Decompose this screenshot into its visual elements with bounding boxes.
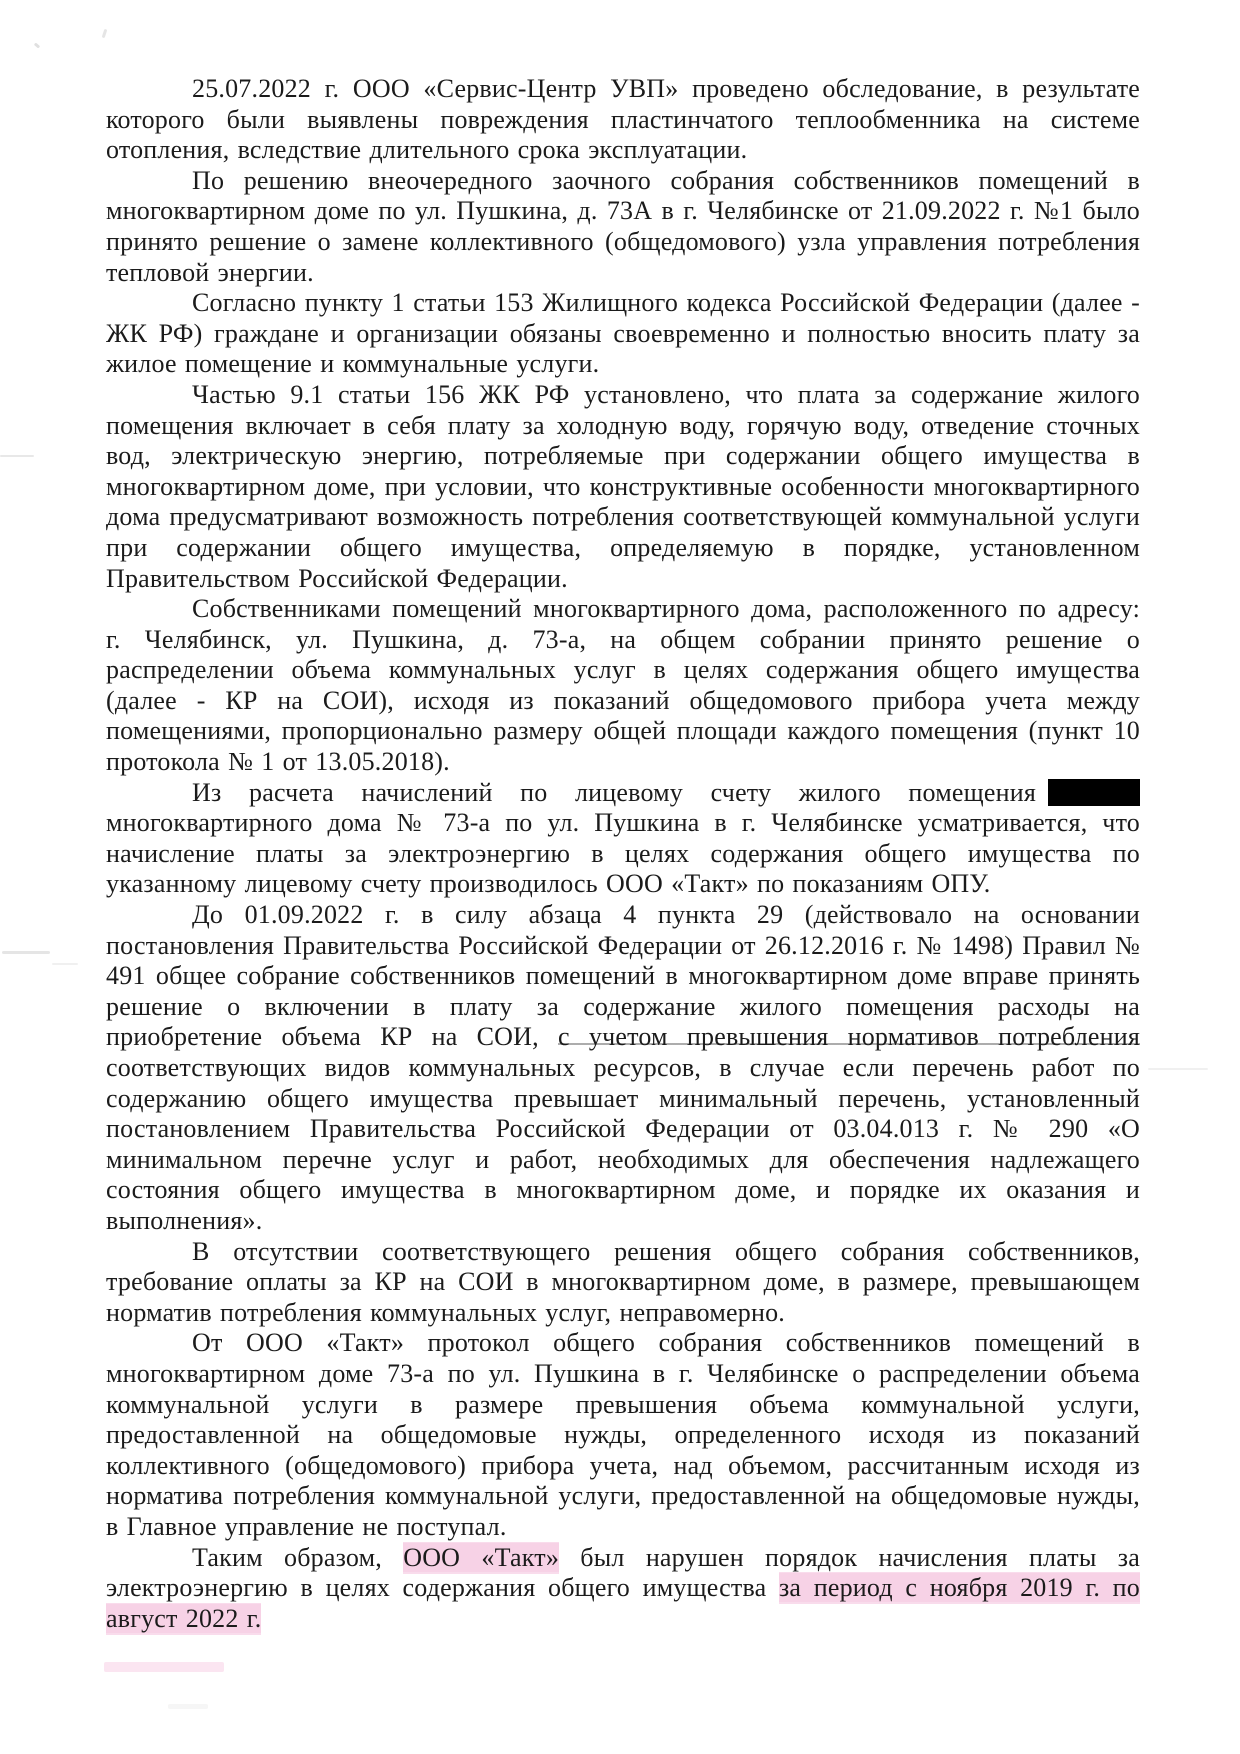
scan-smudge	[52, 963, 78, 965]
paragraph-inspection: 25.07.2022 г. ООО «Сервис-Центр УВП» проведено обследование, в результате которого были выявлены повреждения пластинчатого теплообменника на системе отопления, вследствие длительного срока эксплуатации.	[106, 74, 1140, 165]
paragraph-rules-491	[106, 900, 1140, 1237]
rules-text-end: соответствующих видов коммунальных ресурсов, в случае если перечень работ по содержанию общего имущества превышает минимальный перечень, установленный постановлением Правительства Российской Федерации от 03.04.013 г. № 290 «О минимальном перечне услуг и работ, необходимых для обеспечения надлежащего состояния общего имущества в многоквартирном доме, и порядке их оказания и выполнения».	[106, 1053, 1140, 1235]
conclusion-text: Таким образом,	[192, 1542, 404, 1572]
scan-smudge	[2, 951, 50, 954]
paragraph-meeting-decision: По решению внеочередного заочного собрания собственников помещений в многоквартирном доме по ул. Пушкина, д. 73А в г. Челябинске от 21.09.2022 г. №1 было принято решение о замене коллективного (общедомового) узла управления потребления тепловой энергии.	[106, 165, 1140, 287]
scan-speck	[34, 42, 41, 48]
paragraph-article-153: Согласно пункту 1 статьи 153 Жилищного кодекса Российской Федерации (далее - ЖК РФ) граждане и организации обязаны своевременно и полностью вносить плату за жилое помещение и коммунальные услуги.	[106, 288, 1140, 379]
scan-smudge-pink	[104, 1662, 224, 1672]
scan-smudge	[1148, 1068, 1208, 1070]
conclusion-text: был нарушен порядок начисления платы за электроэнергию в целях содержания общего имущества	[106, 1542, 1140, 1603]
paragraph-absence-of-decision: В отсутствии соответствующего решения общего собрания собственников, требование оплаты за КР на СОИ в многоквартирном доме, в размере, превышающем норматив потребления коммунальных услуг, неправомерно.	[106, 1236, 1140, 1327]
document-page	[106, 74, 1140, 1634]
text-before-redaction: Из расчета начислений по лицевому счету жилого помещения	[192, 777, 1036, 807]
paragraph-owners-decision: Собственниками помещений многоквартирного дома, расположенного по адресу: г. Челябинск, ул. Пушкина, д. 73-а, на общем собрании принято решение о распределении объема коммунальных услуг в целях содержания общего имущества (далее - КР на СОИ), исходя из показаний общедомового прибора учета между помещениями, пропорционально размеру общей площади каждого помещения (пункт 10 протокола № 1 от 13.05.2018).	[106, 594, 1140, 777]
scan-speck	[102, 29, 108, 38]
paragraph-article-156: Частью 9.1 статьи 156 ЖК РФ установлено, что плата за содержание жилого помещения включает в себя плату за холодную воду, горячую воду, отведение сточных вод, электрическую энергию, потребляемые при содержании общего имущества в многоквартирном доме, при условии, что конструктивные особенности многоквартирного дома предусматривают возможность потребления соответствующей коммунальной услуги при содержании общего имущества, определяемую в порядке, установленном Правительством Российской Федерации.	[106, 379, 1140, 593]
rules-text-scan-marked: с учетом превышения нормативов потребления	[558, 1022, 1140, 1052]
paragraph-protocol-not-received: От ООО «Такт» протокол общего собрания собственников помещений в многоквартирном доме 73-а по ул. Пушкина в г. Челябинске о распределении объема коммунальной услуги в размере превышения объема коммунальной услуги, предоставленной на общедомовые нужды, определенного исходя из показаний коллективного (общедомового) прибора учета, над объемом, рассчитанным исходя из норматива потребления коммунальной услуги, предоставленной на общедомовые нужды, в Главное управление не поступал.	[106, 1328, 1140, 1541]
scan-smudge	[0, 455, 34, 457]
redaction-box	[1048, 779, 1140, 806]
rules-text-start: До 01.09.2022 г. в силу абзаца 4 пункта 29 (действовало на основании постановления Правительства Российской Федерации от 26.12.2016 г. № 1498) Правил № 491 общее собрание собственников помещений в многоквартирном доме вправе принять решение о включении в плату за содержание жилого помещения расходы на приобретение объема КР на СОИ,	[106, 900, 1140, 1052]
paragraph-conclusion	[106, 1543, 1140, 1635]
text-after-redaction: многоквартирного дома № 73-а по ул. Пушкина в г. Челябинске усматривается, что начисление платы за электроэнергию в целях содержания общего имущества по указанному лицевому счету производилось ООО «Такт» по показаниям ОПУ.	[106, 808, 1140, 899]
highlighted-period: за период с ноября 2019 г. по август 2022 г.	[106, 1573, 1140, 1633]
scan-smudge	[168, 1704, 208, 1709]
paragraph-account-redacted	[106, 778, 1140, 900]
highlighted-company-name: ООО «Такт»	[403, 1542, 560, 1572]
